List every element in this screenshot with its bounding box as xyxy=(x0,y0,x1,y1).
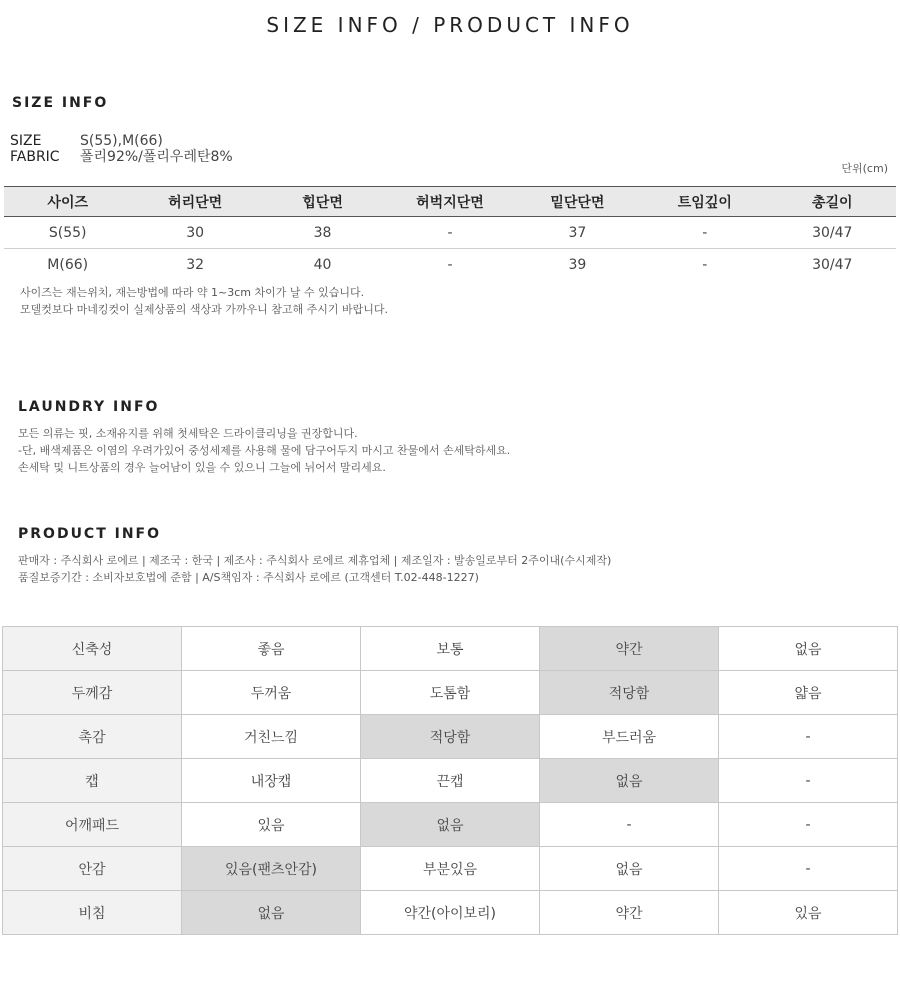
feature-option: 두꺼움 xyxy=(182,671,361,715)
column-header-hem: 밑단단면 xyxy=(514,187,641,217)
column-header-thigh: 허벅지단면 xyxy=(386,187,513,217)
size-value: S(55),M(66) xyxy=(80,133,163,149)
table-cell: 40 xyxy=(313,256,332,273)
feature-label: 비침 xyxy=(3,891,182,935)
laundry-note-line: -단, 배색제품은 이염의 우려가있어 중성세제를 사용해 물에 담구어두지 마시고 찬물에서 손세탁하세요. xyxy=(18,444,511,457)
table-cell: S(55) xyxy=(4,217,131,249)
feature-option-selected: 없음 xyxy=(182,891,361,935)
feature-label: 어깨패드 xyxy=(3,803,182,847)
feature-option-selected: 없음 xyxy=(540,759,719,803)
feature-option: 약간 xyxy=(540,891,719,935)
table-cell: 32 xyxy=(186,256,205,273)
feature-option: 내장캡 xyxy=(182,759,361,803)
feature-row xyxy=(3,715,898,759)
feature-option: 끈캡 xyxy=(361,759,540,803)
feature-option: 부분있음 xyxy=(361,847,540,891)
feature-option: - xyxy=(719,847,898,891)
feature-option: 부드러움 xyxy=(540,715,719,759)
size-label: SIZE xyxy=(10,133,42,149)
feature-option-selected: 적당함 xyxy=(361,715,540,759)
feature-grid xyxy=(2,626,898,935)
feature-label: 신축성 xyxy=(3,627,182,671)
feature-option: 얇음 xyxy=(719,671,898,715)
table-row xyxy=(4,249,896,281)
feature-option: 없음 xyxy=(540,847,719,891)
column-header-slit: 트임깊이 xyxy=(641,187,768,217)
feature-label: 캡 xyxy=(3,759,182,803)
feature-row xyxy=(3,803,898,847)
feature-row xyxy=(3,671,898,715)
product-note-line: 판매자 : 주식회사 로에르 | 제조국 : 한국 | 제조사 : 주식회사 로에르 제휴업체 | 제조일자 : 발송일로부터 2주이내(수시제작) xyxy=(18,554,612,567)
feature-option: - xyxy=(540,803,719,847)
feature-option: 도톰함 xyxy=(361,671,540,715)
feature-row xyxy=(3,891,898,935)
product-note-line: 품질보증기간 : 소비자보호법에 준함 | A/S책임자 : 주식회사 로에르 (고객센터 T.02-448-1227) xyxy=(18,571,479,584)
feature-option: 있음 xyxy=(719,891,898,935)
unit-label: 단위(cm) xyxy=(841,162,888,175)
feature-option-selected: 없음 xyxy=(361,803,540,847)
laundry-note-line: 모든 의류는 핏, 소재유지를 위해 첫세탁은 드라이클리닝을 권장합니다. xyxy=(18,427,358,440)
product-notes xyxy=(18,552,611,586)
feature-option: 있음 xyxy=(182,803,361,847)
table-row xyxy=(4,217,896,249)
column-header-length: 총길이 xyxy=(769,187,896,217)
feature-label: 두께감 xyxy=(3,671,182,715)
laundry-info-heading: LAUNDRY INFO xyxy=(18,399,160,415)
spec-block xyxy=(10,133,233,165)
size-note-line: 모델컷보다 마네킹컷이 실제상품의 색상과 가까우니 참고해 주시기 바랍니다. xyxy=(20,303,389,316)
size-spec-row xyxy=(10,133,233,149)
feature-label: 촉감 xyxy=(3,715,182,759)
feature-row xyxy=(3,627,898,671)
column-header-size: 사이즈 xyxy=(4,187,131,217)
feature-option: 약간(아이보리) xyxy=(361,891,540,935)
table-cell: 38 xyxy=(259,217,386,249)
feature-option: - xyxy=(719,715,898,759)
laundry-note-line: 손세탁 및 니트상품의 경우 늘어남이 있을 수 있으니 그늘에 뉘어서 말리세요. xyxy=(18,461,386,474)
feature-row xyxy=(3,847,898,891)
feature-option: 거친느낌 xyxy=(182,715,361,759)
feature-option-selected: 약간 xyxy=(540,627,719,671)
feature-option-selected: 있음(팬츠안감) xyxy=(182,847,361,891)
table-cell: 30/47 xyxy=(812,256,853,273)
table-cell: - xyxy=(702,256,708,273)
laundry-notes xyxy=(18,425,510,476)
size-table xyxy=(4,186,896,281)
feature-option: 보통 xyxy=(361,627,540,671)
size-notes xyxy=(20,284,388,318)
product-info-heading: PRODUCT INFO xyxy=(18,526,162,542)
feature-option-selected: 적당함 xyxy=(540,671,719,715)
feature-option: - xyxy=(719,803,898,847)
feature-option: 좋음 xyxy=(182,627,361,671)
table-cell: - xyxy=(641,217,768,249)
fabric-value: 폴리92%/폴리우레탄8% xyxy=(80,149,233,165)
table-cell: M(66) xyxy=(47,256,89,273)
feature-option: 없음 xyxy=(719,627,898,671)
feature-option: - xyxy=(719,759,898,803)
page-title: SIZE INFO / PRODUCT INFO xyxy=(266,13,634,37)
column-header-hip: 힙단면 xyxy=(259,187,386,217)
fabric-label: FABRIC xyxy=(10,149,60,165)
table-cell: 37 xyxy=(514,217,641,249)
size-note-line: 사이즈는 재는위치, 재는방법에 따라 약 1~3cm 차이가 날 수 있습니다. xyxy=(20,286,365,299)
column-header-waist: 허리단면 xyxy=(131,187,258,217)
table-cell: 39 xyxy=(568,256,587,273)
size-info-heading: SIZE INFO xyxy=(12,95,109,111)
fabric-spec-row xyxy=(10,149,233,165)
feature-row xyxy=(3,759,898,803)
table-cell: 30 xyxy=(131,217,258,249)
size-table-header xyxy=(4,187,896,217)
table-cell: - xyxy=(447,256,453,273)
table-cell: - xyxy=(386,217,513,249)
feature-label: 안감 xyxy=(3,847,182,891)
table-cell: 30/47 xyxy=(769,217,896,249)
